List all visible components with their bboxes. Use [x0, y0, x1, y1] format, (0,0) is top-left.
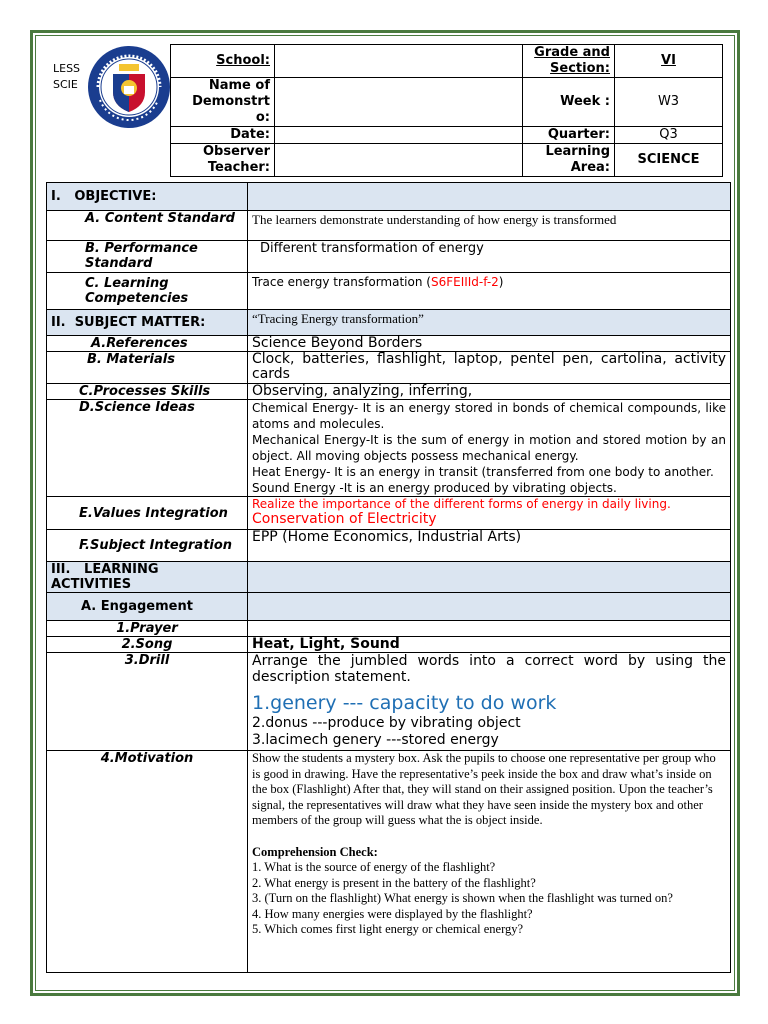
competencies-close: ): [498, 275, 504, 289]
references-value: Science Beyond Borders: [248, 336, 731, 352]
engagement-blank: [248, 593, 731, 621]
quarter-label: Quarter:: [523, 127, 615, 144]
lesson-plan-tag: [53, 61, 80, 93]
performance-standard-label: B. Performance Standard: [47, 241, 248, 273]
objective-heading: [47, 183, 248, 211]
values-integration-label-text: E.Values Integration: [79, 505, 228, 521]
science-ideas-list: [248, 400, 731, 497]
demonstrator-label: Name of Demonstrt o:: [171, 78, 275, 127]
science-idea-item: Chemical Energy- It is an energy stored in bonds of chemical compounds, like atoms and molecules.: [252, 401, 726, 431]
motivation-text: Show the students a mystery box. Ask the pupils to choose one representative per group who is good in drawing. Have the representative’s peek inside the box and draw what’s inside on the box (Flashlight) After that, they will stand on their assigned position. Upon the teacher’s signal, the representatives will draw what they have seen inside the mystery box and other members of the group will guess what the is object inside.: [252, 751, 716, 827]
observer-label: Observer Teacher:: [171, 144, 275, 177]
competencies-text: Trace energy transformation (: [252, 275, 431, 289]
grade-section-value: VI: [615, 45, 723, 78]
learning-activities-text: LEARNING ACTIVITIES: [51, 562, 159, 592]
comprehension-item: 5. Which comes first light energy or chemical energy?: [252, 922, 524, 936]
science-ideas-label: D.Science Ideas: [47, 400, 248, 497]
process-skills-label: C.Processes Skills: [47, 384, 248, 400]
learning-competencies-label: C. Learning Competencies: [47, 273, 248, 310]
materials-value: Clock, batteries, flashlight, laptop, pentel pen, cartolina, activity cards: [248, 352, 731, 384]
header-table: [170, 44, 723, 177]
demonstrator-field[interactable]: [275, 78, 523, 127]
competencies-code: S6FEIIId-f-2: [430, 275, 499, 289]
school-field[interactable]: [275, 45, 523, 78]
drill-item: 2.donus ---produce by vibrating object: [252, 715, 521, 731]
materials-label: B. Materials: [47, 352, 248, 384]
lesson-tag-line-2: SCIE: [53, 78, 78, 91]
science-idea-item: Sound Energy -It is an energy produced by vibrating objects.: [252, 481, 617, 495]
song-value: Heat, Light, Sound: [248, 637, 731, 653]
objective-heading-text: OBJECTIVE:: [74, 189, 157, 204]
science-idea-item: Mechanical Energy-It is the sum of energy in motion and stored motion by an object. All moving objects possess mechanical energy.: [252, 433, 726, 463]
process-skills-value: Observing, analyzing, inferring,: [248, 384, 731, 400]
references-label: A.References: [47, 336, 248, 352]
engagement-label: A. Engagement: [47, 593, 248, 621]
learning-activities-num: III.: [51, 562, 71, 577]
comprehension-heading: Comprehension Check:: [252, 844, 378, 859]
content-standard-label: A. Content Standard: [47, 211, 248, 241]
subject-integration-label: [47, 530, 248, 562]
observer-field[interactable]: [275, 144, 523, 177]
lesson-plan-table: [46, 182, 731, 973]
subject-integration-value: EPP (Home Economics, Industrial Arts): [248, 530, 731, 562]
drill-label: 3.Drill: [47, 653, 248, 751]
lesson-tag-line-1: LESS: [53, 62, 81, 75]
comprehension-item: 1. What is the source of energy of the flashlight?: [252, 860, 496, 874]
song-label: 2.Song: [47, 637, 248, 653]
subject-matter-heading: [47, 310, 248, 336]
comprehension-item: 2. What energy is present in the battery of the flashlight?: [252, 875, 536, 890]
drill-content: [248, 653, 731, 751]
motivation-label: 4.Motivation: [47, 751, 248, 973]
prayer-label: 1.Prayer: [47, 621, 248, 637]
school-label: School:: [171, 45, 275, 78]
learning-area-label: Learning Area:: [523, 144, 615, 177]
comprehension-item: 4. How many energies were displayed by the flashlight?: [252, 906, 533, 921]
objective-heading-num: I.: [51, 189, 61, 204]
drill-item: 3.lacimech genery ---stored energy: [252, 732, 499, 748]
date-label: Date:: [171, 127, 275, 144]
learning-area-value: SCIENCE: [615, 144, 723, 177]
subject-matter-text: SUBJECT MATTER:: [74, 315, 206, 330]
subject-matter-topic: “Tracing Energy transformation”: [248, 310, 731, 336]
values-integration-label: [47, 497, 248, 530]
science-idea-item: Heat Energy- It is an energy in transit (transferred from one body to another.: [252, 465, 714, 479]
performance-standard-value: Different transformation of energy: [248, 241, 731, 273]
grade-section-label: Grade and Section:: [523, 45, 615, 78]
drill-instruction: Arrange the jumbled words into a correct word by using the description statement.: [252, 653, 726, 685]
week-value: W3: [615, 78, 723, 127]
objective-heading-blank: [248, 183, 731, 211]
week-label: Week :: [523, 78, 615, 127]
date-field[interactable]: [275, 127, 523, 144]
subject-integration-label-text: F.Subject Integration: [79, 538, 233, 553]
prayer-value: [248, 621, 731, 637]
learning-competencies-value: [248, 273, 731, 310]
motivation-content: [248, 751, 731, 973]
values-line-2: Conservation of Electricity: [252, 511, 437, 527]
comprehension-item: 3. (Turn on the flashlight) What energy is shown when the flashlight was turned on?: [252, 891, 673, 905]
learning-activities-heading: [47, 562, 248, 593]
drill-item: 1.genery --- capacity to do work: [252, 692, 557, 714]
learning-activities-blank: [248, 562, 731, 593]
content-standard-value: The learners demonstrate understanding of how energy is transformed: [248, 211, 731, 241]
values-line-1: Realize the importance of the different forms of energy in daily living.: [252, 497, 671, 511]
deped-seal-icon: [86, 44, 172, 130]
values-integration-value: [248, 497, 731, 530]
quarter-value: Q3: [615, 127, 723, 144]
subject-matter-num: II.: [51, 315, 66, 330]
